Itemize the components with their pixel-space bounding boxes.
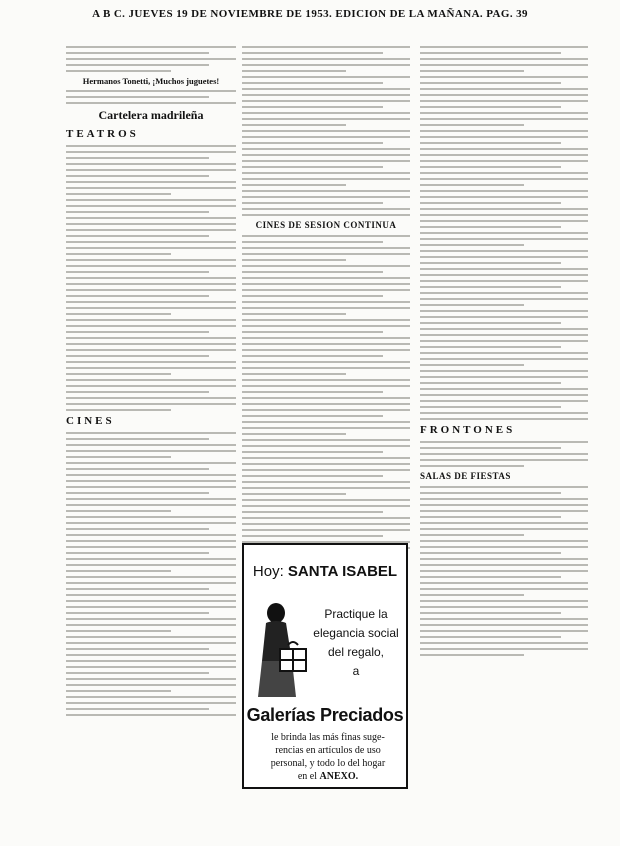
- right-column: [420, 46, 588, 660]
- section-salas-fiestas: SALAS DE FIESTAS: [420, 471, 511, 481]
- announcement-heading: Hermanos Tonetti, ¡Muchos juguetes!: [82, 76, 220, 86]
- lady-with-gift-illustration: [252, 601, 310, 701]
- advert-brand: Galerías Preciados: [246, 705, 404, 725]
- advert-saint: SANTA ISABEL: [287, 563, 398, 580]
- advert-headline: [244, 563, 406, 580]
- listings-title: Cartelera madrileña: [98, 108, 204, 122]
- page-header: A B C. JUEVES 19 DE NOVIEMBRE DE 1953. EDICION DE LA MAÑANA. PAG. 39: [92, 8, 528, 20]
- advert-slogan: Practique la elegancia social del regalo, a: [313, 607, 399, 678]
- galerias-preciados-advert: [242, 543, 408, 789]
- section-sesion-continua: CINES DE SESION CONTINUA: [255, 220, 397, 230]
- middle-column: [242, 46, 410, 559]
- section-teatros: TEATROS: [66, 128, 139, 140]
- advert-copy: le brinda las más finas suge- rencias en artículos de uso personal, y todo lo del hogar en el ANEXO.: [270, 732, 386, 782]
- section-cines: CINES: [66, 415, 115, 427]
- left-column: [66, 46, 236, 720]
- section-frontones: FRONTONES: [420, 424, 516, 436]
- advert-hoy: Hoy:: [252, 563, 284, 580]
